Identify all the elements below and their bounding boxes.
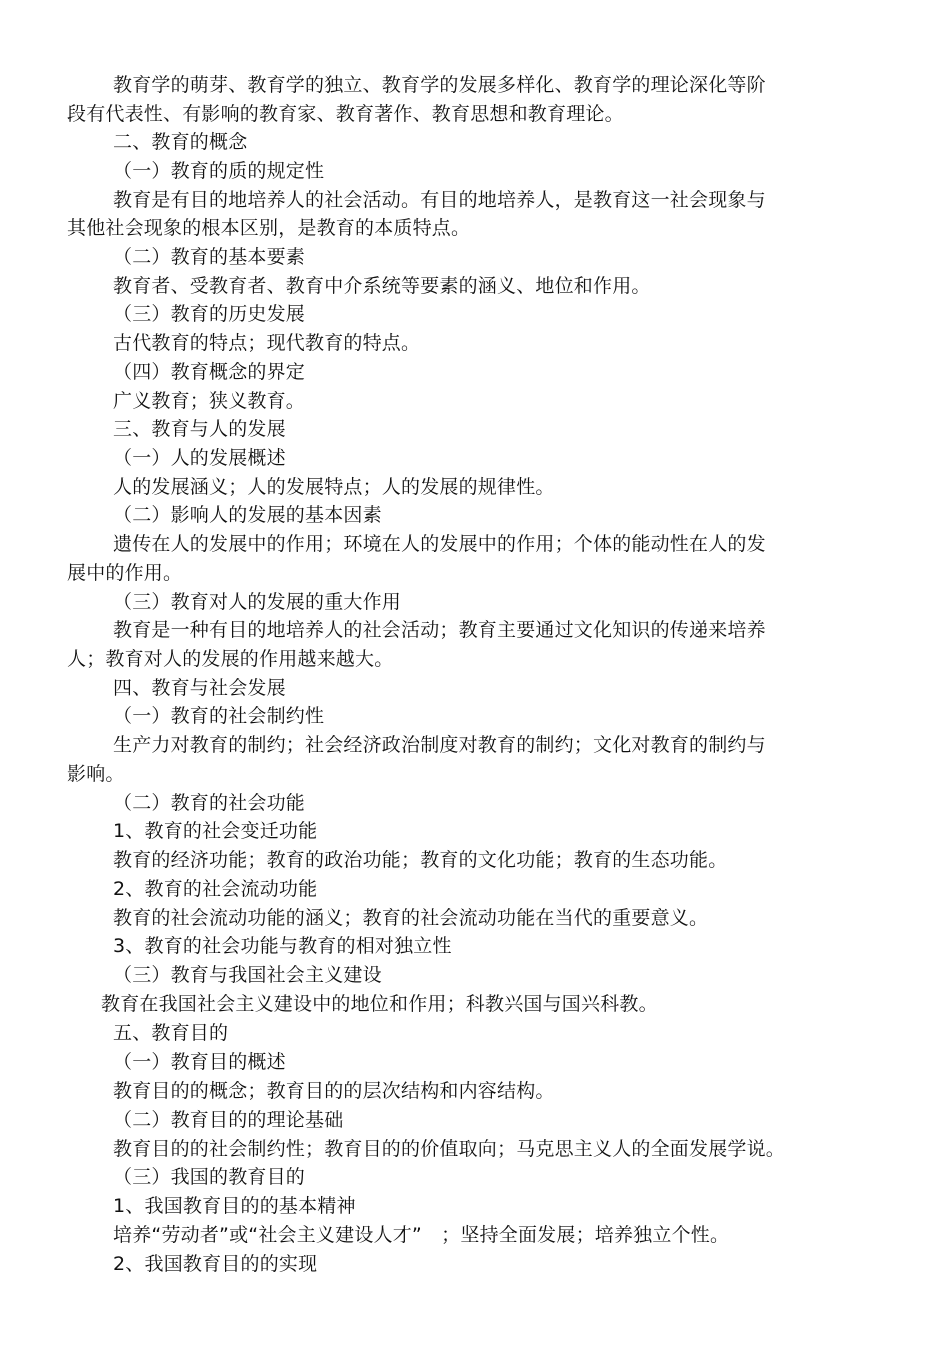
text-line: 教育是一种有目的地培养人的社会活动；教育主要通过文化知识的传递来培养	[113, 619, 766, 641]
subsection-heading: （三）我国的教育目的	[113, 1166, 306, 1188]
numbered-heading: 2、我国教育目的的实现	[113, 1253, 318, 1275]
subsection-heading: （三）教育对人的发展的重大作用	[113, 591, 402, 613]
text-line: 人；教育对人的发展的作用越来越大。	[67, 648, 394, 670]
numbered-heading: 1、教育的社会变迁功能	[113, 820, 318, 842]
subsection-heading: （二）教育的社会功能	[113, 792, 306, 814]
text-line: 教育学的萌芽、教育学的独立、教育学的发展多样化、教育学的理论深化等阶	[113, 74, 766, 96]
text-line: 古代教育的特点；现代教育的特点。	[113, 332, 421, 354]
text-line: 教育在我国社会主义建设中的地位和作用；科教兴国与国兴科教。	[101, 993, 658, 1015]
text-line: 影响。	[67, 763, 125, 785]
section-heading: 三、教育与人的发展	[113, 418, 286, 440]
text-line: 遗传在人的发展中的作用；环境在人的发展中的作用；个体的能动性在人的发	[113, 533, 766, 555]
numbered-heading: 3、教育的社会功能与教育的相对独立性	[113, 935, 452, 957]
text-line: 人的发展涵义；人的发展特点；人的发展的规律性。	[113, 476, 555, 498]
subsection-heading: （二）影响人的发展的基本因素	[113, 504, 382, 526]
text-line: 培养“劳动者”或“社会主义建设人才” ；坚持全面发展；培养独立个性。	[113, 1224, 730, 1246]
subsection-heading: （三）教育与我国社会主义建设	[113, 964, 382, 986]
section-heading: 五、教育目的	[113, 1022, 229, 1044]
subsection-heading: （一）教育目的概述	[113, 1051, 286, 1073]
section-heading: 二、教育的概念	[113, 131, 248, 153]
numbered-heading: 1、我国教育目的的基本精神	[113, 1195, 356, 1217]
text-line: 教育目的的社会制约性；教育目的的价值取向；马克思主义人的全面发展学说。	[113, 1138, 786, 1160]
subsection-heading: （二）教育的基本要素	[113, 246, 306, 268]
text-line: 生产力对教育的制约；社会经济政治制度对教育的制约；文化对教育的制约与	[113, 734, 766, 756]
text-line: 其他社会现象的根本区别，是教育的本质特点。	[67, 217, 471, 239]
subsection-heading: （二）教育目的的理论基础	[113, 1109, 344, 1131]
text-line: 教育者、受教育者、教育中介系统等要素的涵义、地位和作用。	[113, 275, 651, 297]
text-line: 展中的作用。	[67, 562, 183, 584]
subsection-heading: （三）教育的历史发展	[113, 303, 306, 325]
text-line: 广义教育；狭义教育。	[113, 390, 306, 412]
text-line: 教育是有目的地培养人的社会活动。有目的地培养人，是教育这一社会现象与	[113, 189, 766, 211]
subsection-heading: （一）人的发展概述	[113, 447, 286, 469]
text-line: 段有代表性、有影响的教育家、教育著作、教育思想和教育理论。	[67, 103, 624, 125]
text-line: 教育的经济功能；教育的政治功能；教育的文化功能；教育的生态功能。	[113, 849, 728, 871]
text-line: 教育目的的概念；教育目的的层次结构和内容结构。	[113, 1080, 555, 1102]
subsection-heading: （一）教育的社会制约性	[113, 705, 325, 727]
text-line: 教育的社会流动功能的涵义；教育的社会流动功能在当代的重要意义。	[113, 907, 709, 929]
subsection-heading: （一）教育的质的规定性	[113, 160, 325, 182]
subsection-heading: （四）教育概念的界定	[113, 361, 306, 383]
section-heading: 四、教育与社会发展	[113, 677, 286, 699]
numbered-heading: 2、教育的社会流动功能	[113, 878, 318, 900]
